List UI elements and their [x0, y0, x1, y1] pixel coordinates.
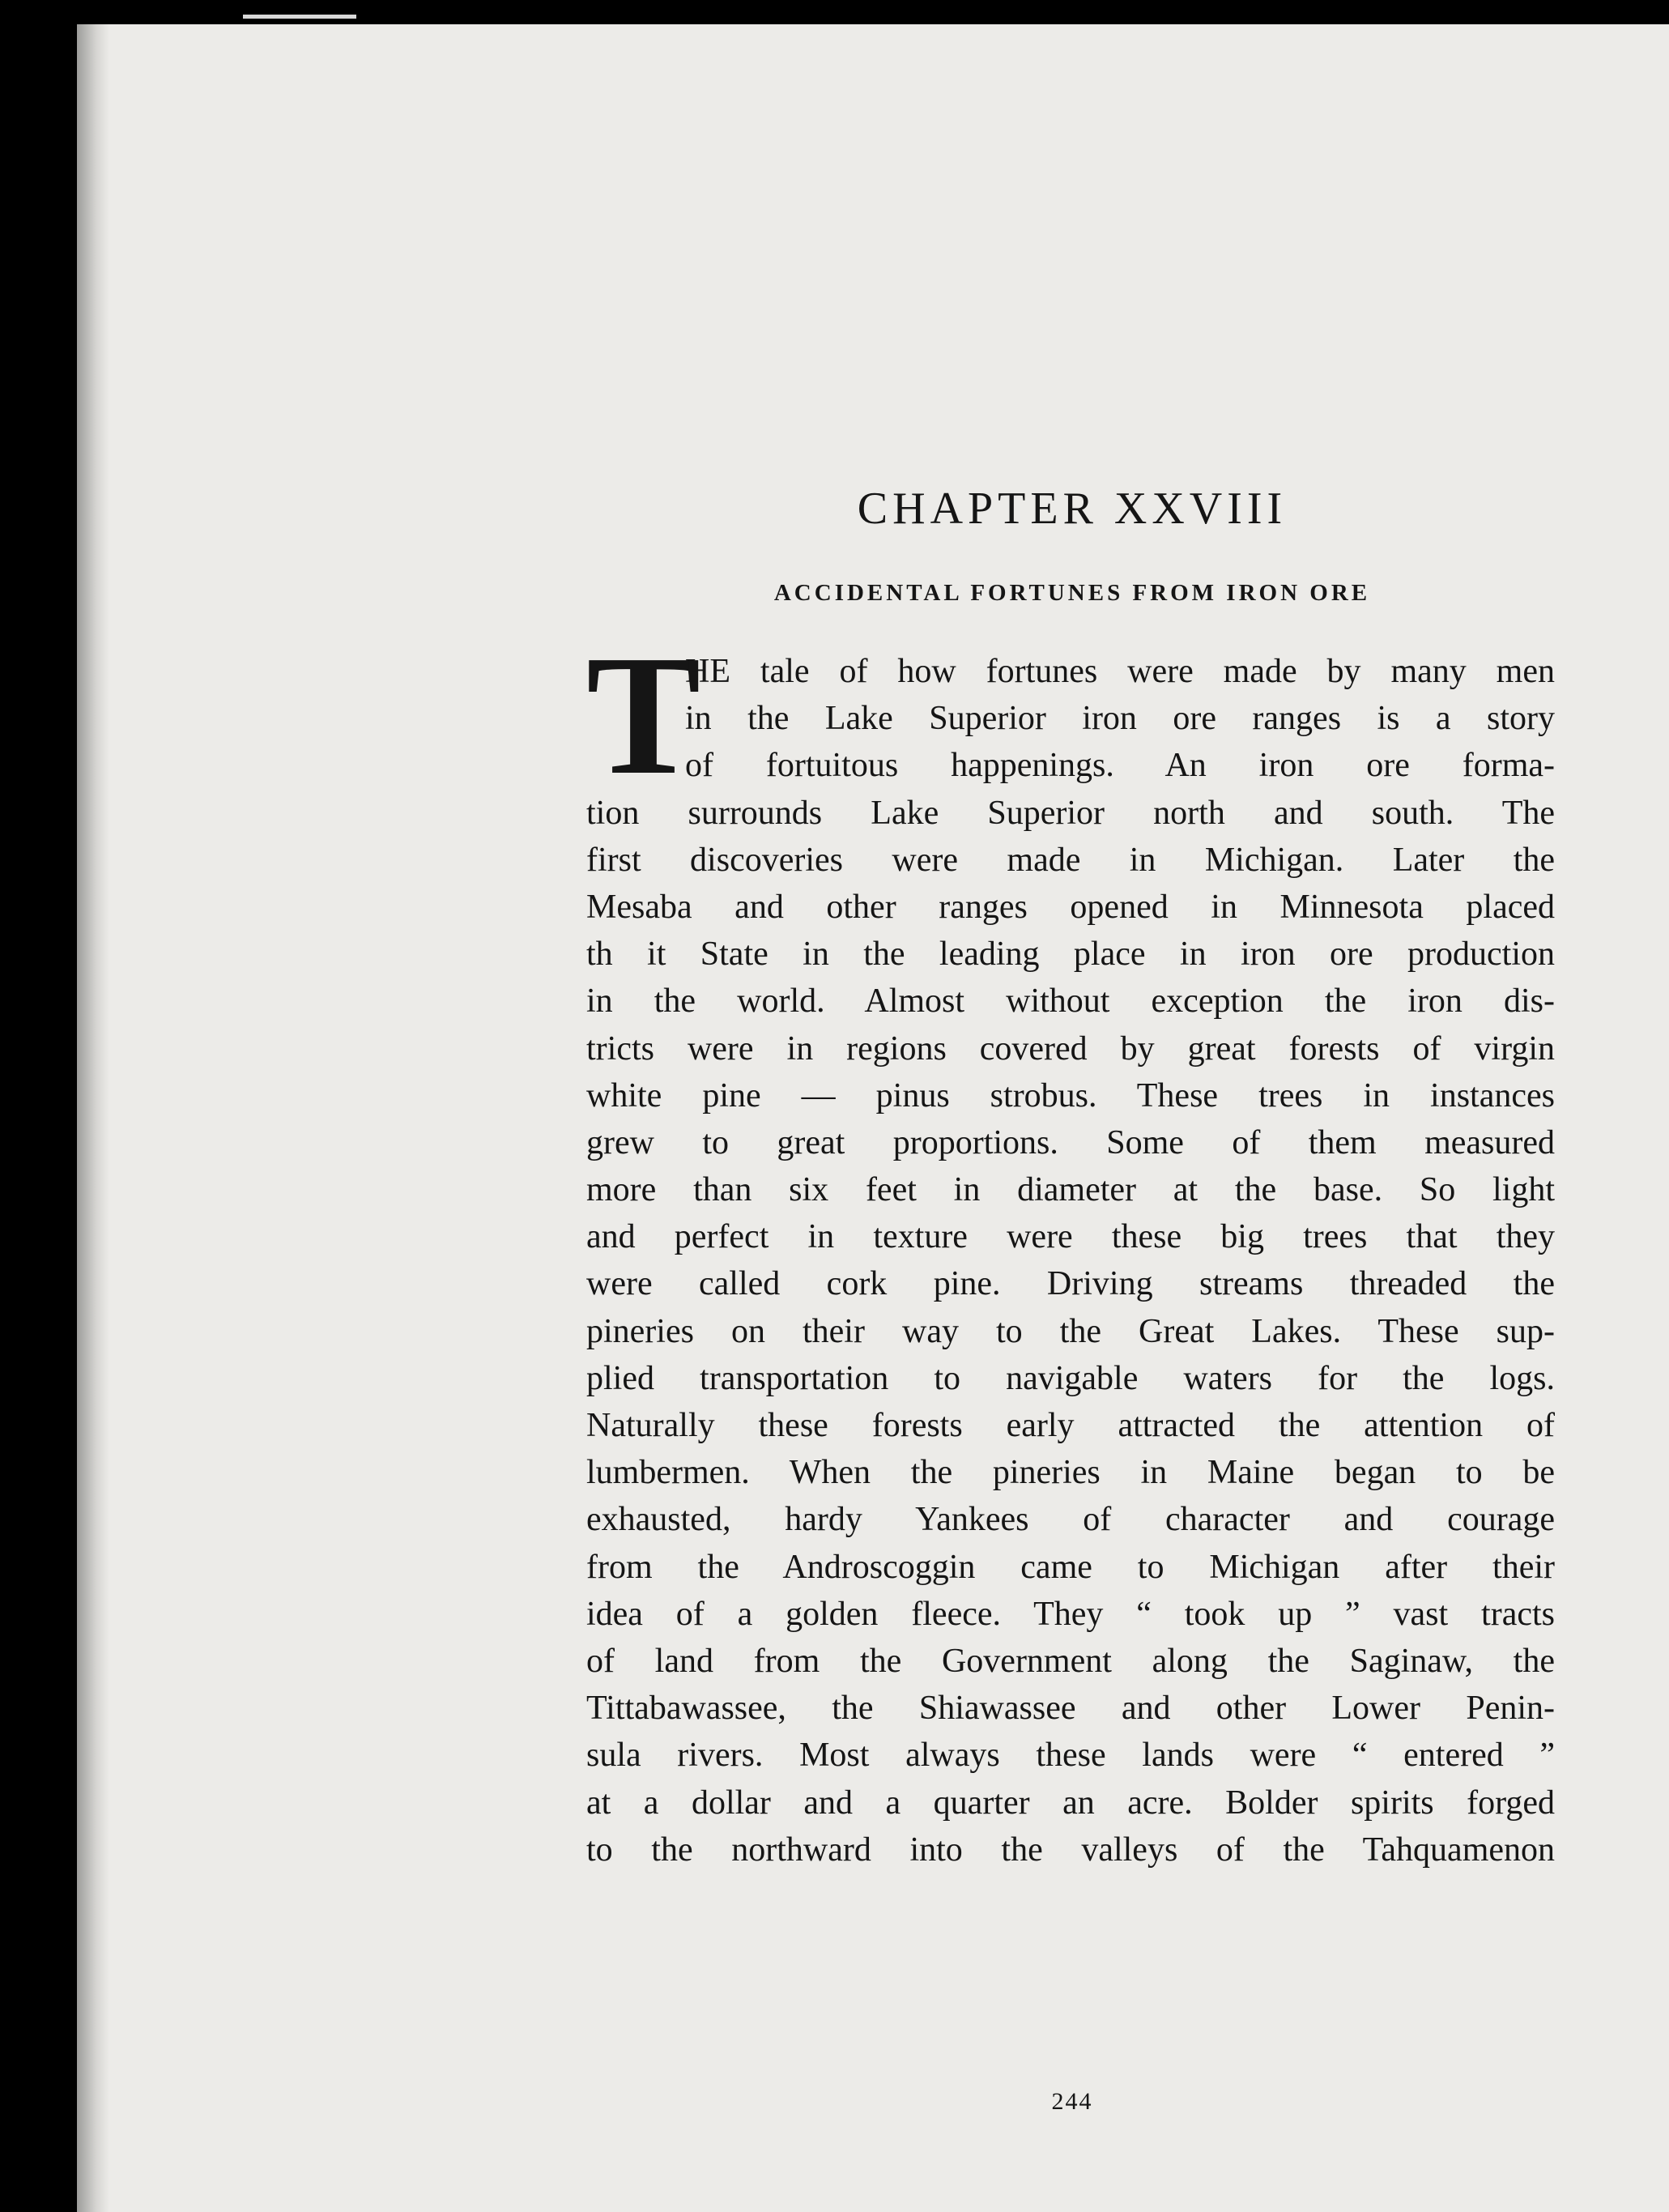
text-line: tricts were in regions covered by great forests of virgin: [586, 1029, 1555, 1068]
text-line: first discoveries were made in Michigan. Later the: [586, 841, 1555, 879]
text-line: and perfect in texture were these big trees that they: [586, 1218, 1555, 1256]
text-line: to the northward into the valleys of the Tahquamenon: [586, 1831, 1555, 1869]
text-line: were called cork pine. Driving streams threaded the: [586, 1265, 1555, 1303]
page-number: 244: [1051, 2088, 1093, 2115]
text-line: Mesaba and other ranges opened in Minnesota placed: [586, 888, 1555, 926]
drop-cap: T: [586, 620, 701, 810]
chapter-heading: CHAPTER XXVIII: [857, 484, 1288, 534]
page-binding-shadow: [77, 24, 109, 2212]
text-line: of land from the Government along the Saginaw, the: [586, 1642, 1555, 1680]
text-line: pineries on their way to the Great Lakes. These sup-: [586, 1312, 1555, 1350]
text-line: th it State in the leading place in iron ore production: [586, 936, 1555, 974]
text-line: in the Lake Superior iron ore ranges is a story: [685, 700, 1555, 738]
text-line: HE tale of how fortunes were made by many men: [685, 653, 1555, 690]
text-line: idea of a golden fleece. They “ took up ” vast tracts: [586, 1595, 1555, 1633]
scan-artifact: [243, 15, 356, 19]
text-line: Naturally these forests early attracted the attention of: [586, 1407, 1555, 1444]
text-line: from the Androscoggin came to Michigan after their: [586, 1548, 1555, 1586]
text-line: Tittabawassee, the Shiawassee and other Lower Penin-: [586, 1690, 1555, 1728]
text-line: plied transportation to navigable waters for the logs.: [586, 1359, 1555, 1397]
text-line: more than six feet in diameter at the base. So light: [586, 1171, 1555, 1209]
chapter-subtitle: ACCIDENTAL FORTUNES FROM IRON ORE: [773, 580, 1371, 606]
text-line: exhausted, hardy Yankees of character and courage: [586, 1501, 1555, 1539]
text-line: white pine — pinus strobus. These trees in instances: [586, 1076, 1555, 1115]
text-line: of fortuitous happenings. An iron ore forma-: [685, 747, 1555, 785]
text-line: sula rivers. Most always these lands were “ entered ”: [586, 1737, 1555, 1775]
body-paragraph: [586, 620, 1555, 1873]
text-line: at a dollar and a quarter an acre. Bolder spirits forged: [586, 1784, 1555, 1822]
text-line: lumbermen. When the pineries in Maine began to be: [586, 1454, 1555, 1492]
text-line: in the world. Almost without exception the iron dis-: [586, 982, 1555, 1021]
text-line: tion surrounds Lake Superior north and south. The: [586, 794, 1555, 832]
text-line: grew to great proportions. Some of them measured: [586, 1123, 1555, 1161]
